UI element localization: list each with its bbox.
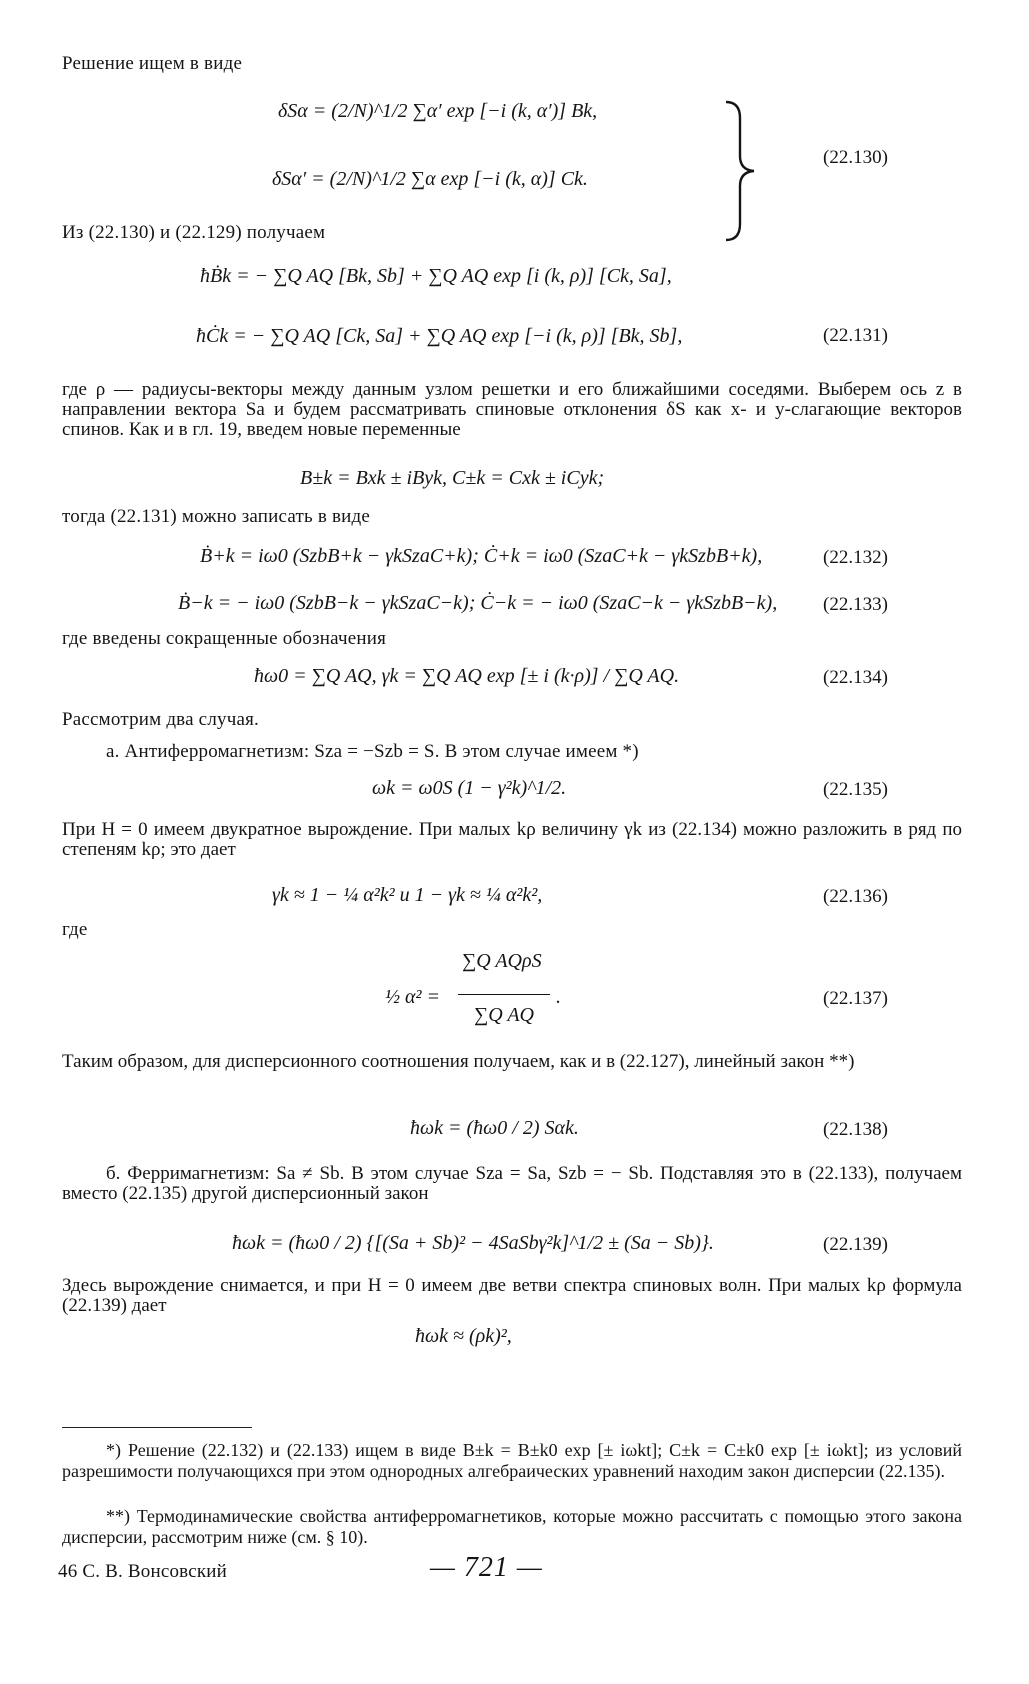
equation-22-133-body: Ḃ−k = − iω0 (SzbB−k − γkSzaC−k); Ċ−k = − iω0 (SzaC−k − γkSzbB−k),	[178, 592, 778, 614]
equation-number: (22.132)	[823, 547, 888, 568]
equation-number: (22.138)	[823, 1119, 888, 1140]
two-cases-text: Рассмотрим два случая.	[62, 709, 259, 730]
equation-number: (22.133)	[823, 594, 888, 615]
fraction-lhs: ½ α² =	[385, 986, 440, 1008]
equation-number: (22.135)	[823, 779, 888, 800]
intro-text: Решение ищем в виде	[62, 53, 243, 74]
paragraph-h0: При H = 0 имеем двукратное вырождение. При малых kρ величину γk из (22.134) можно разложить в ряд по степеням kρ; это дает	[62, 819, 962, 860]
equation-22-135-body: ωk = ω0S (1 − γ²k)^1/2.	[372, 777, 567, 799]
equation-small-k: ħωk ≈ (ρk)²,	[415, 1325, 512, 1347]
equation-number: (22.131)	[823, 325, 888, 346]
equation-number: (22.130)	[823, 147, 888, 168]
equation-number: (22.139)	[823, 1234, 888, 1255]
footnote-1: *) Решение (22.132) и (22.133) ищем в виде B±k = B±k0 exp [± iωkt]; C±k = C±k0 exp [± iωkt]; из условий разрешимости получающихся при этом однородных алгебраических уравнений находим закон дисперсии (22.135).	[62, 1440, 962, 1481]
fraction-bar	[458, 994, 550, 995]
equation-22-131-line-2: ħĊk = − ∑Q AQ [Ck, Sa] + ∑Q AQ exp [−i (k, ρ)] [Bk, Sb],	[196, 325, 683, 347]
then-text: тогда (22.131) можно записать в виде	[62, 506, 371, 527]
equation-22-131-line-1: ħḂk = − ∑Q AQ [Bk, Sb] + ∑Q AQ exp [i (k, ρ)] [Ck, Sa],	[200, 265, 672, 287]
equation-22-138-body: ħωk = (ħω0 / 2) Sαk.	[410, 1117, 579, 1139]
equation-22-139-body: ħωk = (ħω0 / 2) {[(Sa + Sb)² − 4SaSbγ²k]^1/2 ± (Sa − Sb)}.	[232, 1232, 714, 1254]
paragraph-case-b: б. Ферримагнетизм: Sa ≠ Sb. В этом случае Sza = Sa, Szb = − Sb. Подставляя это в (22.133), получаем вместо (22.135) другой дисперсионный закон	[62, 1163, 962, 1204]
footnote-2: **) Термодинамические свойства антиферромагнетиков, которые можно рассчитать с помощью этого закона дисперсии, рассмотрим ниже (см. § 10).	[62, 1506, 962, 1547]
equation-number: (22.134)	[823, 667, 888, 688]
case-a-text: а. Антиферромагнетизм: Sza = −Szb = S. В этом случае имеем *)	[106, 741, 639, 762]
abbreviation-text: где введены сокращенные обозначения	[62, 628, 387, 649]
where-text: где	[62, 919, 88, 940]
fraction-period: .	[556, 986, 561, 1008]
equation-new-variables: B±k = Bxk ± iByk, C±k = Cxk ± iCyk;	[300, 467, 605, 489]
paragraph-branches: Здесь вырождение снимается, и при H = 0 имеем две ветви спектра спиновых волн. При малых kρ формула (22.139) дает	[62, 1275, 962, 1316]
fraction-numerator: ∑Q AQρS	[462, 950, 542, 972]
paragraph-dispersion: Таким образом, для дисперсионного соотношения получаем, как и в (22.127), линейный закон **)	[62, 1051, 855, 1072]
paragraph-rho: где ρ — радиусы-векторы между данным узлом решетки и его ближайшими соседями. Выберем ось z в направлении вектора Sa и будем рассматривать спиновые отклонения δS как x- и y-слагающие векторов спинов. Как и в гл. 19, введем новые переменные	[62, 379, 962, 440]
fraction-denominator: ∑Q AQ	[474, 1004, 534, 1026]
footnote-divider	[62, 1427, 252, 1428]
equation-22-130-line-2: δSα′ = (2/N)^1/2 ∑α exp [−i (k, α)] Ck.	[272, 168, 588, 190]
page-number: — 721 —	[430, 1552, 543, 1583]
equation-22-134-body: ħω0 = ∑Q AQ, γk = ∑Q AQ exp [± i (k·ρ)] / ∑Q AQ.	[254, 665, 680, 687]
equation-22-136-body: γk ≈ 1 − ¼ α²k² и 1 − γk ≈ ¼ α²k²,	[272, 884, 543, 906]
from-text: Из (22.130) и (22.129) получаем	[62, 222, 326, 243]
equation-number: (22.137)	[823, 988, 888, 1009]
equation-22-132-body: Ḃ+k = iω0 (SzbB+k − γkSzaC+k); Ċ+k = iω0 (SzaC+k − γkSzbB+k),	[200, 545, 763, 567]
footer-author: 46 С. В. Вонсовский	[58, 1561, 228, 1582]
right-brace	[722, 100, 762, 242]
equation-22-130-line-1: δSα = (2/N)^1/2 ∑α′ exp [−i (k, α′)] Bk,	[278, 100, 598, 122]
equation-number: (22.136)	[823, 886, 888, 907]
